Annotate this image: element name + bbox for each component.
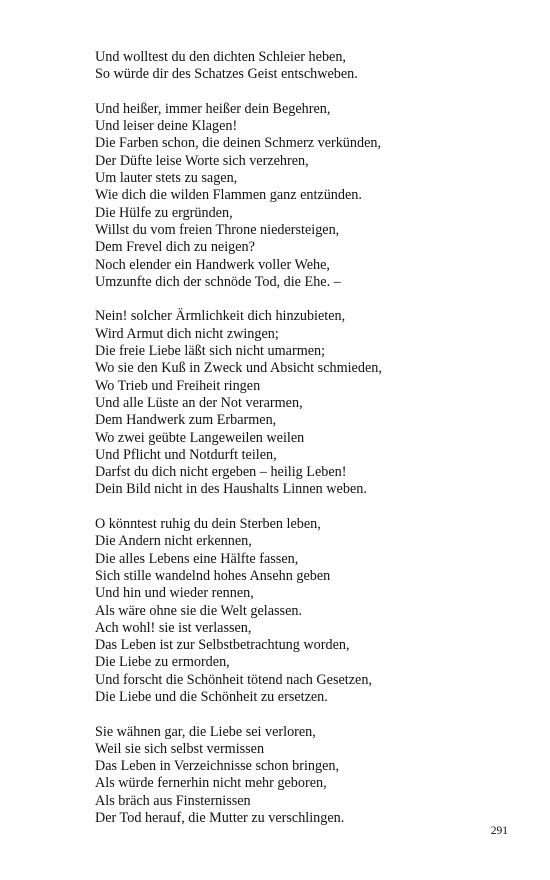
poem-line: Dem Frevel dich zu neigen?: [95, 239, 255, 256]
poem-line: Und Pflicht und Notdurft teilen,: [95, 446, 277, 463]
poem-line: Wie dich die wilden Flammen ganz entzünden.: [95, 187, 362, 204]
poem-line: Und alle Lüste an der Not verarmen,: [95, 394, 303, 411]
poem-line: Ach wohl! sie ist verlassen,: [95, 619, 252, 636]
poem-line: Nein! solcher Ärmlichkeit dich hinzubieten,: [95, 308, 346, 325]
poem-line: Sich stille wandelnd hohes Ansehn geben: [95, 567, 331, 584]
poem-line: Der Tod herauf, die Mutter zu verschlingen.: [95, 810, 345, 827]
poem-line: Wo Trieb und Freiheit ringen: [95, 377, 261, 394]
poem-line: Als wäre ohne sie die Welt gelassen.: [95, 602, 303, 619]
poem-line: Weil sie sich selbst vermissen: [95, 740, 265, 757]
poem-line: Die Hülfe zu ergründen,: [95, 204, 233, 221]
poem-line: So würde dir des Schatzes Geist entschweben.: [95, 66, 358, 83]
poem-line: Wird Armut dich nicht zwingen;: [95, 325, 279, 342]
poem-line: Das Leben ist zur Selbstbetrachtung worden,: [95, 637, 350, 654]
poem-line: Sie wähnen gar, die Liebe sei verloren,: [95, 723, 316, 740]
poem-line: Willst du vom freien Throne niedersteigen,: [95, 221, 340, 238]
stanza: [95, 49, 535, 84]
page-number: 291: [490, 825, 508, 837]
poem-line: Die Liebe und die Schönheit zu ersetzen.: [95, 688, 328, 705]
poem-line: Wo zwei geübte Langeweilen weilen: [95, 429, 305, 446]
stanza: [95, 516, 535, 706]
poem-line: Und hin und wieder rennen,: [95, 585, 254, 602]
poem-line: Wo sie den Kuß in Zweck und Absicht schmieden,: [95, 360, 382, 377]
poem-body: [95, 49, 535, 845]
poem-line: Dein Bild nicht in des Haushalts Linnen weben.: [95, 481, 367, 498]
poem-line: Um lauter stets zu sagen,: [95, 170, 238, 187]
poem-line: O könntest ruhig du dein Sterben leben,: [95, 516, 321, 533]
poem-line: Noch elender ein Handwerk voller Wehe,: [95, 256, 330, 273]
poem-line: Darfst du dich nicht ergeben – heilig Leben!: [95, 464, 347, 481]
poem-line: Die freie Liebe läßt sich nicht umarmen;: [95, 343, 326, 360]
poem-line: Dem Handwerk zum Erbarmen,: [95, 412, 277, 429]
poem-line: Und wolltest du den dichten Schleier heben,: [95, 49, 346, 65]
poem-line: Die alles Lebens eine Hälfte fassen,: [95, 550, 299, 567]
poem-line: Die Liebe zu ermorden,: [95, 654, 230, 671]
poem-line: Und leiser deine Klagen!: [95, 118, 238, 135]
poem-line: Und forscht die Schönheit tötend nach Gesetzen,: [95, 671, 372, 688]
poem-line: Die Andern nicht erkennen,: [95, 533, 252, 550]
poem-line: Das Leben in Verzeichnisse schon bringen,: [95, 758, 340, 775]
stanza: [95, 308, 535, 498]
poem-line: Umzunfte dich der schnöde Tod, die Ehe. –: [95, 273, 341, 290]
poem-line: Als würde fernerhin nicht mehr geboren,: [95, 775, 327, 792]
poem-line: Die Farben schon, die deinen Schmerz verkünden,: [95, 135, 382, 152]
poem-line: Als bräch aus Finsternissen: [95, 792, 251, 809]
poem-line: Und heißer, immer heißer dein Begehren,: [95, 100, 331, 117]
poem-line: Der Düfte leise Worte sich verzehren,: [95, 152, 309, 169]
stanza: [95, 101, 535, 291]
stanza: [95, 724, 535, 828]
